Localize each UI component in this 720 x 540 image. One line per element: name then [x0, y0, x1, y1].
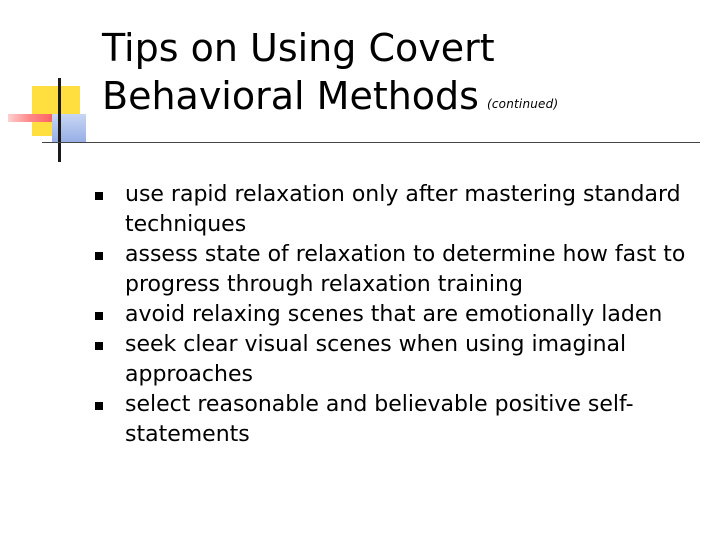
bullet-text: select reasonable and believable positive self-statements: [125, 392, 634, 447]
logo-red-bar: [8, 114, 53, 122]
bullet-square-icon: [95, 312, 103, 320]
title-underline: [42, 142, 700, 143]
bullet-item: [88, 330, 698, 390]
title-line-2-text: Behavioral Methods: [102, 74, 479, 118]
logo-vertical-line: [58, 78, 61, 162]
bullet-text: seek clear visual scenes when using imaginal approaches: [125, 332, 627, 387]
bullet-item: [88, 390, 698, 450]
bullet-item: [88, 180, 698, 240]
bullet-square-icon: [95, 192, 103, 200]
bullet-text: use rapid relaxation only after mastering standard techniques: [125, 182, 681, 237]
bullet-text: assess state of relaxation to determine how fast to progress through relaxation training: [125, 242, 686, 297]
title-line-1: Tips on Using Covert: [102, 26, 495, 70]
bullet-square-icon: [95, 402, 103, 410]
bullet-square-icon: [95, 342, 103, 350]
bullet-square-icon: [95, 252, 103, 260]
title-line-2: [102, 72, 558, 128]
bullet-item: [88, 300, 698, 330]
bullet-text: avoid relaxing scenes that are emotionally laden: [125, 302, 663, 327]
bullet-item: [88, 240, 698, 300]
slide-title: [102, 24, 558, 128]
bullet-list: [88, 180, 698, 450]
title-continued-note: (continued): [486, 97, 559, 111]
